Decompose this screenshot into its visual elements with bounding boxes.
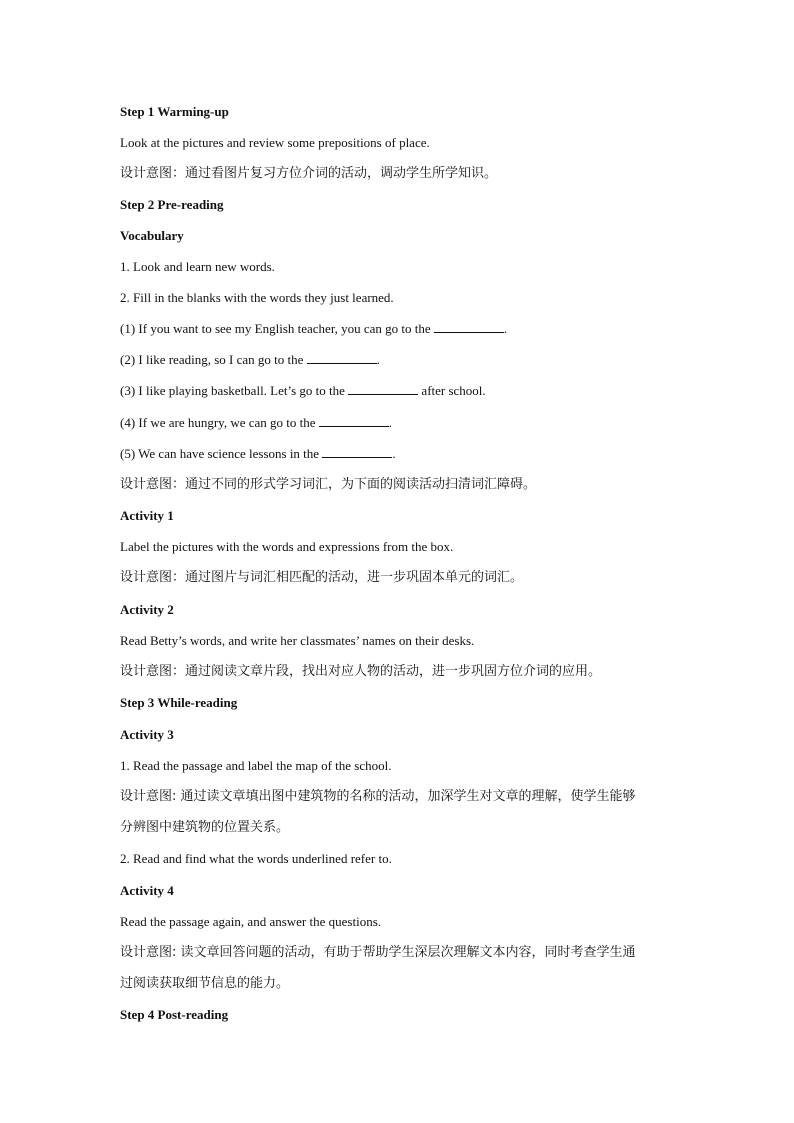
step2-heading: Step 2 Pre-reading (120, 197, 224, 212)
activity3-task-2: 2. Read and find what the words underlined refer to. (120, 851, 392, 866)
vocab-task-2: 2. Fill in the blanks with the words they just learned. (120, 290, 394, 305)
activity4-design-intent-line1: 设计意图: 读文章回答问题的活动，有助于帮助学生深层次理解文本内容，同时考查学生通 (120, 945, 636, 960)
activity1-heading: Activity 1 (120, 508, 174, 523)
blank-sentence-4-end: . (388, 415, 393, 430)
vocab-task-1: 1. Look and learn new words. (120, 259, 275, 274)
step4-heading: Step 4 Post-reading (120, 1007, 229, 1022)
activity4-design-intent-line2: 过阅读获取细节信息的能力。 (120, 976, 290, 991)
blank-sentence-4-text: (4) If we are hungry, we can go to the (120, 415, 316, 430)
blank-sentence-3 (120, 382, 486, 400)
activity3-design-intent-line2: 分辨图中建筑物的位置关系。 (120, 820, 290, 835)
blank-sentence-2-end: . (376, 352, 380, 367)
step1-design-intent: 设计意图：通过看图片复习方位介词的活动，调动学生所学知识。 (120, 166, 498, 181)
activity1-design-intent: 设计意图：通过图片与词汇相匹配的活动，进一步巩固本单元的词汇。 (120, 570, 524, 585)
step1-instruction: Look at the pictures and review some prepositions of place. (120, 135, 430, 150)
activity3-task-1: 1. Read the passage and label the map of the school. (120, 758, 392, 773)
activity2-design-intent: 设计意图：通过阅读文章片段，找出对应人物的活动，进一步巩固方位介词的应用。 (120, 664, 602, 679)
blank-line-2 (307, 351, 377, 364)
activity2-heading: Activity 2 (120, 602, 174, 617)
blank-sentence-5 (120, 445, 396, 463)
blank-sentence-1-end: . (503, 321, 508, 336)
blank-sentence-2-text: (2) I like reading, so I can go to the (120, 352, 304, 367)
blank-line-4 (319, 414, 389, 427)
blank-line-3 (348, 382, 418, 395)
step3-heading: Step 3 While-reading (120, 695, 238, 710)
activity2-instruction: Read Betty’s words, and write her classmates’ names on their desks. (120, 633, 475, 648)
vocabulary-heading: Vocabulary (120, 228, 184, 243)
activity4-heading: Activity 4 (120, 883, 174, 898)
step1-heading: Step 1 Warming-up (120, 104, 229, 119)
activity3-design-intent-line1: 设计意图: 通过读文章填出图中建筑物的名称的活动，加深学生对文章的理解，使学生能够 (120, 789, 636, 804)
blank-sentence-3-end: after school. (421, 383, 486, 398)
blank-sentence-5-text: (5) We can have science lessons in the (120, 446, 320, 461)
activity1-instruction: Label the pictures with the words and expressions from the box. (120, 539, 454, 554)
blank-line-1 (434, 320, 504, 333)
blank-sentence-3-text: (3) I like playing basketball. Let’s go to the (120, 383, 345, 398)
blank-sentence-2 (120, 351, 380, 369)
step2-design-intent: 设计意图：通过不同的形式学习词汇，为下面的阅读活动扫清词汇障碍。 (120, 477, 537, 492)
activity3-heading: Activity 3 (120, 727, 174, 742)
blank-sentence-5-end: . (392, 446, 396, 461)
blank-sentence-1-text: (1) If you want to see my English teacher, you can go to the (120, 321, 431, 336)
blank-sentence-4 (120, 414, 392, 432)
blank-sentence-1 (120, 320, 507, 338)
activity4-instruction: Read the passage again, and answer the questions. (120, 914, 382, 929)
blank-line-5 (322, 445, 392, 458)
